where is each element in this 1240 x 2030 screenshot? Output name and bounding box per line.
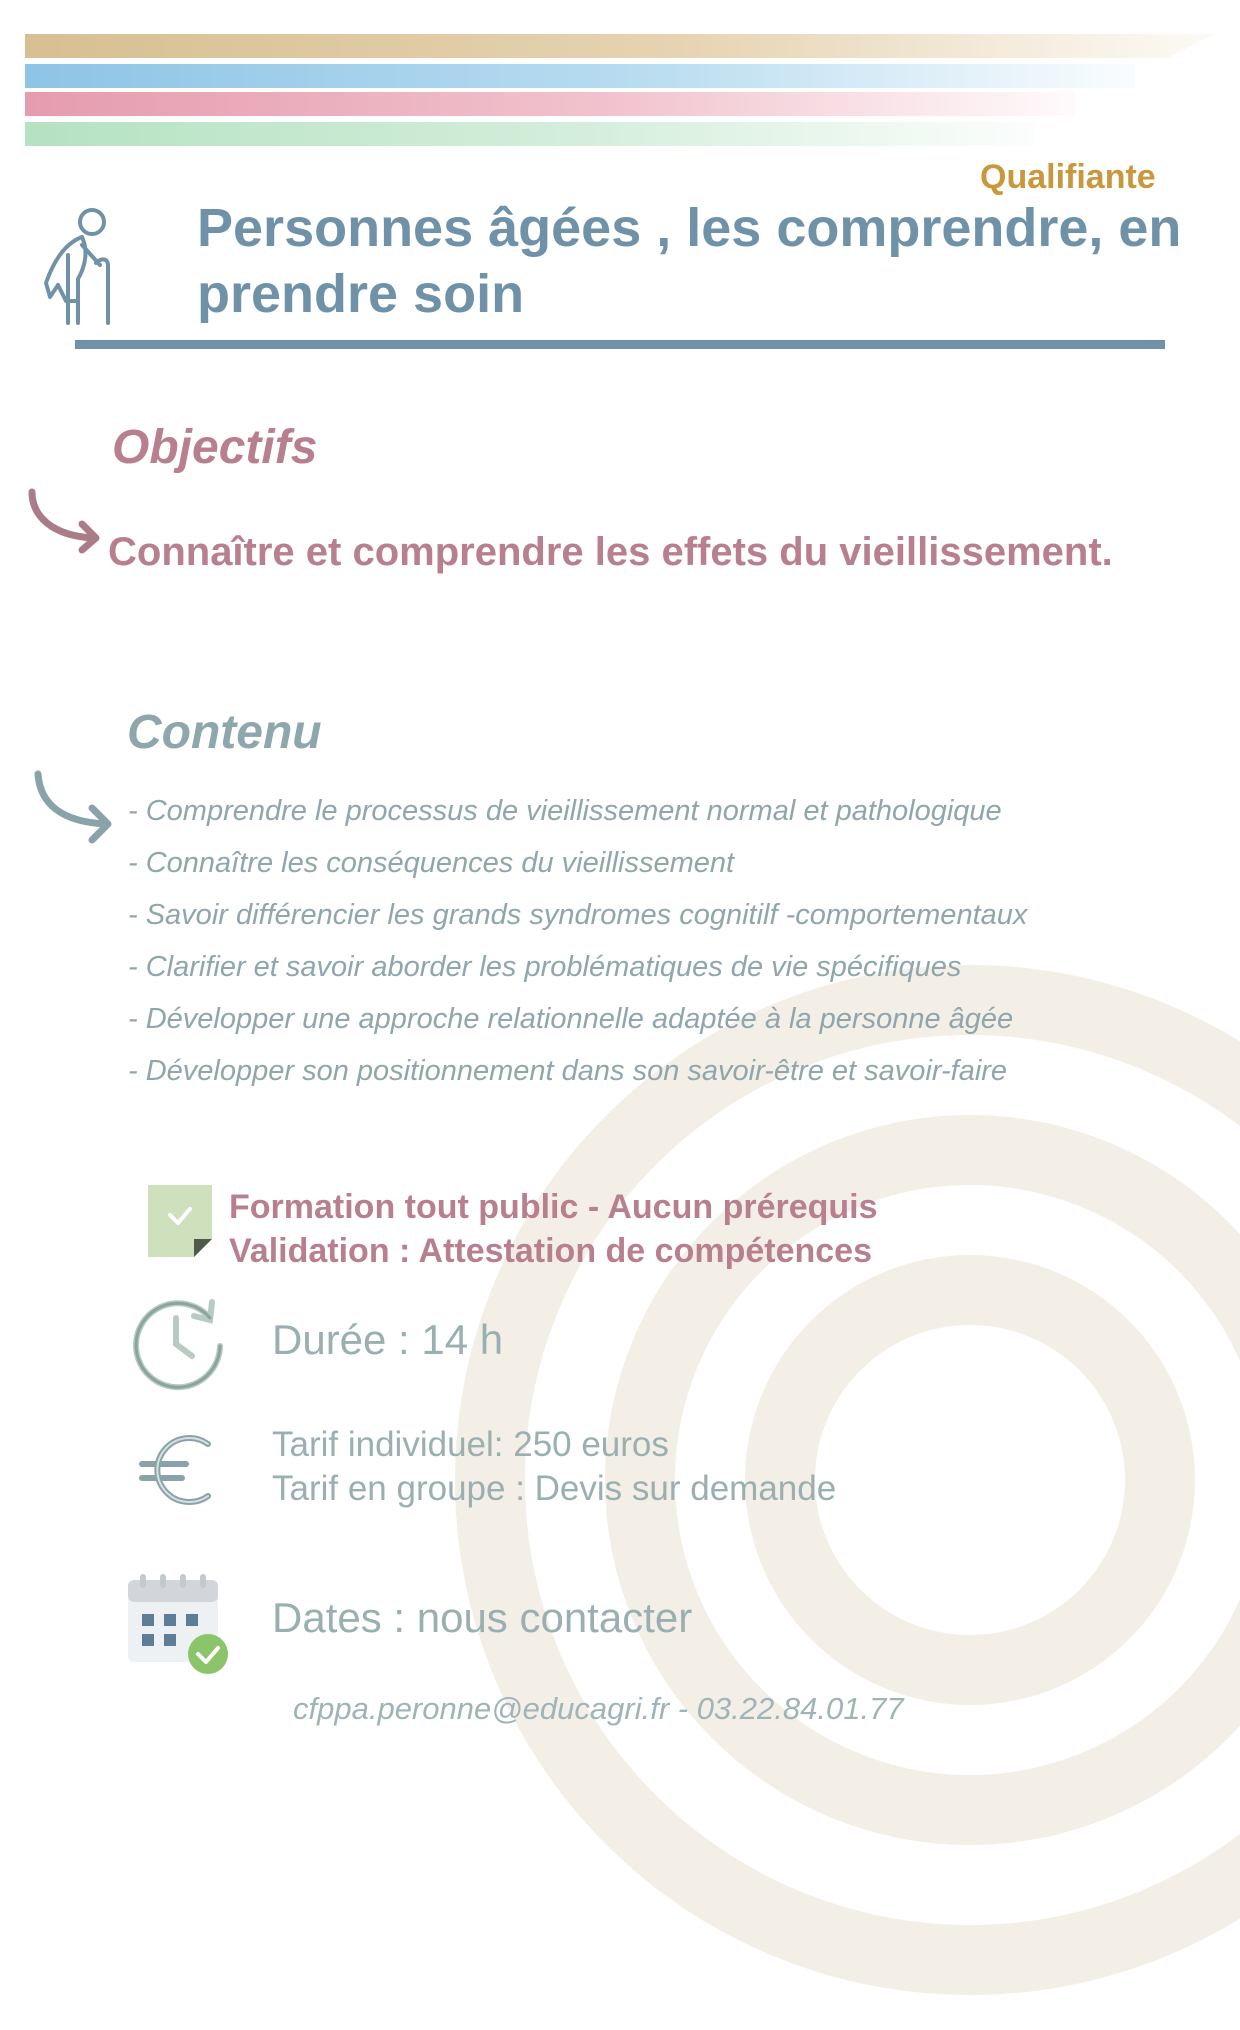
- decorative-stripe-blue: [25, 64, 1135, 88]
- content-heading: Contenu: [127, 706, 322, 759]
- dates-text: Dates : nous contacter: [272, 1594, 693, 1641]
- list-item: - Connaître les conséquences du vieillissement: [128, 847, 735, 879]
- list-item: - Clarifier et savoir aborder les problématiques de vie spécifiques: [128, 951, 962, 983]
- requirement-validation: Validation : Attestation de compétences: [229, 1232, 872, 1270]
- objectives-heading: Objectifs: [112, 421, 318, 474]
- calendar-check-icon: [126, 1572, 232, 1678]
- clock-icon: [128, 1292, 228, 1392]
- title-underline: [75, 340, 1165, 349]
- curved-arrow-icon: [32, 770, 118, 850]
- decorative-stripe-pink: [25, 92, 1075, 116]
- decorative-stripe-green: [25, 122, 1035, 146]
- content-list: [128, 792, 1027, 1104]
- page-title: Personnes âgées , les comprendre, en prendre soin: [197, 198, 1182, 324]
- duration-text: Durée : 14 h: [272, 1316, 504, 1363]
- list-item: - Savoir différencier les grands syndromes cognitilf -comportementaux: [128, 899, 1028, 931]
- list-item: - Développer son positionnement dans son savoir-être et savoir-faire: [128, 1055, 1008, 1087]
- euro-icon: [138, 1430, 218, 1510]
- contact-line[interactable]: cfppa.peronne@educagri.fr - 03.22.84.01.77: [293, 1691, 904, 1726]
- qualification-badge: Qualifiante: [980, 158, 1156, 196]
- requirement-public: Formation tout public - Aucun prérequis: [229, 1188, 878, 1226]
- decorative-stripe-gold: [25, 34, 1215, 58]
- curved-arrow-icon: [26, 488, 106, 558]
- list-item: - Comprendre le processus de vieillissement normal et pathologique: [128, 795, 1002, 827]
- price-individual: Tarif individuel: 250 euros: [272, 1425, 669, 1464]
- price-group: Tarif en groupe : Devis sur demande: [272, 1469, 837, 1508]
- objectives-text: Connaître et comprendre les effets du vieillissement.: [108, 530, 1113, 574]
- check-note-icon: [148, 1185, 214, 1259]
- list-item: - Développer une approche relationnelle adaptée à la personne âgée: [128, 1003, 1014, 1035]
- elderly-person-icon: [38, 205, 118, 330]
